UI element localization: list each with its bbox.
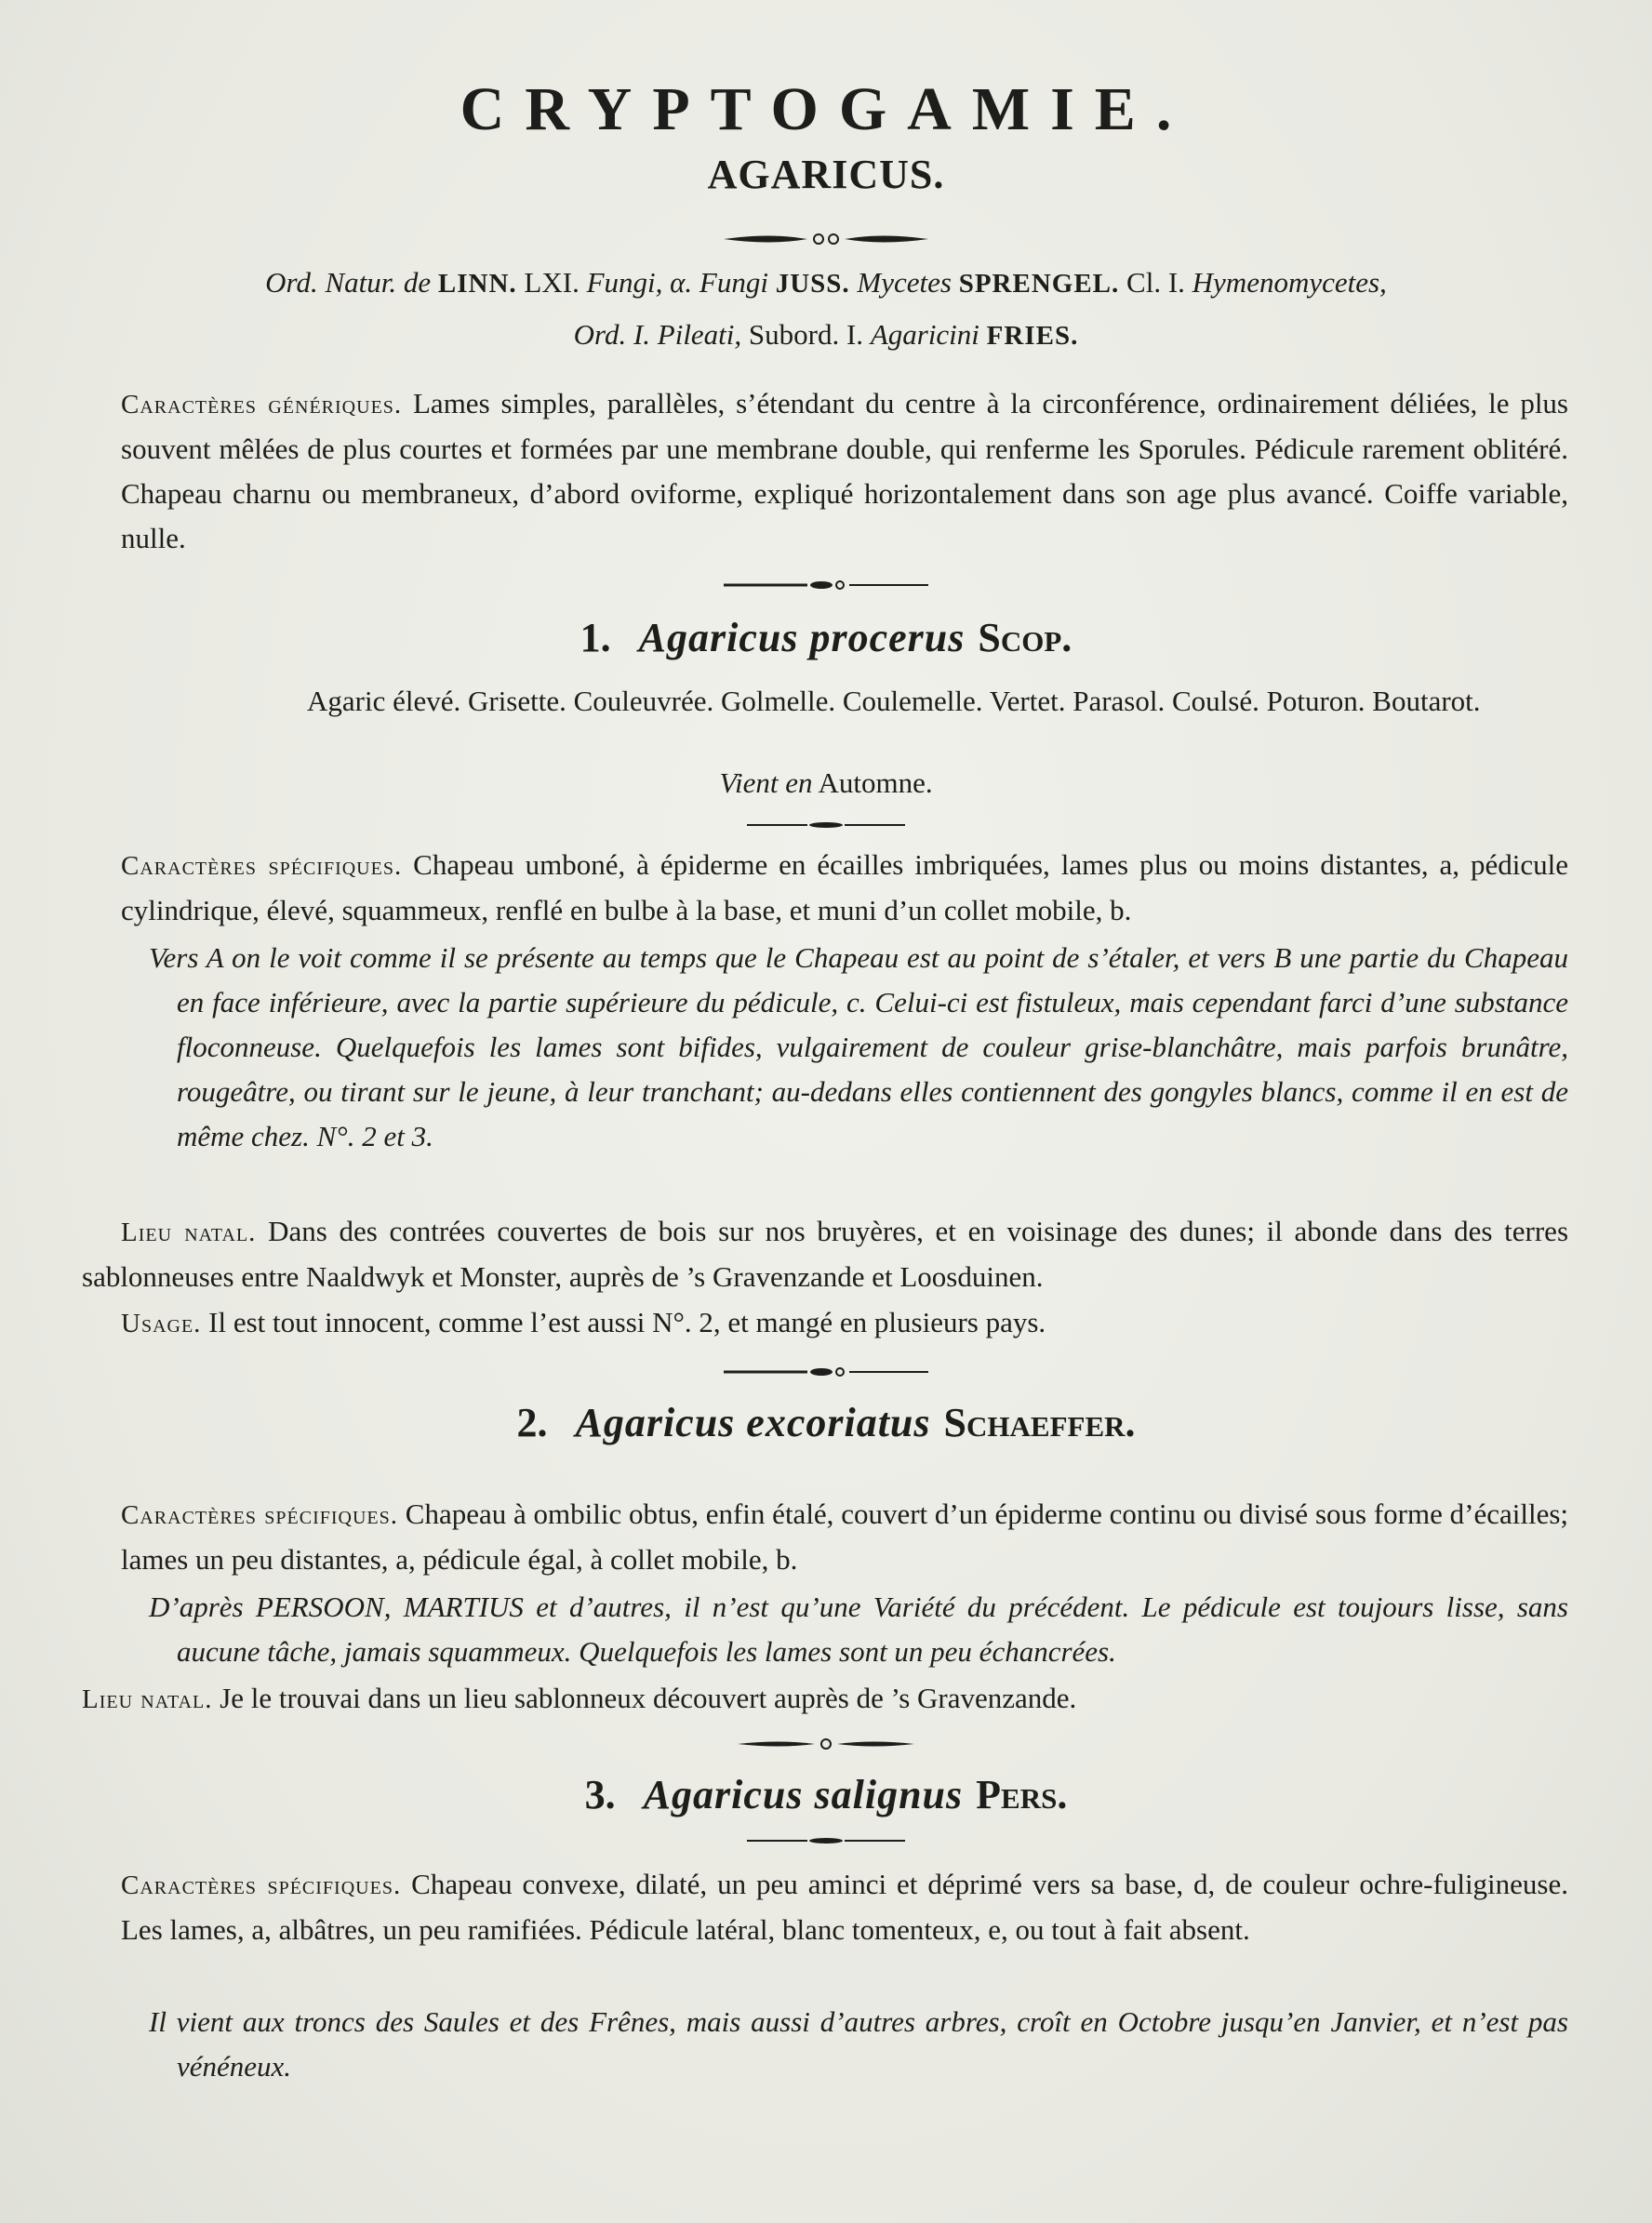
species-note: D’après PERSOON, MARTIUS et d’autres, il n’est qu’une Variété du précédent. Le pédicule est toujours lisse, sans aucune tâche, jamais squammeux. Quelquefois les lames sont un peu échancrées.: [149, 1591, 1568, 1668]
season: Vient en Automne.: [719, 766, 933, 799]
ornament-divider: [0, 1365, 1652, 1383]
ornament-divider: [0, 1737, 1652, 1755]
specific-characters: Caractères spécifiques. Chapeau à ombilic obtus, enfin étalé, couvert d’un épiderme continu ou divisé sous forme d’écailles; lames un peu distantes, a, pédicule égal, à collet mobile, b.: [121, 1498, 1569, 1576]
ornament-divider: [0, 819, 1652, 835]
ornament-divider: [0, 229, 1652, 254]
species-heading: 2. Agaricus excoriatus Schaeffer.: [516, 1400, 1136, 1445]
specific-characters: Caractères spécifiques. Chapeau umboné, à épiderme en écailles imbriquées, lames plus ou moins distantes, a, pédicule cylindrique, élevé, squammeux, renflé en bulbe à la base, et muni d’un collet mobile, b.: [121, 848, 1568, 926]
native-place: Lieu natal. Dans des contrées couvertes de bois sur nos bruyères, et en voisinage des dunes; il abonde dans des terres sablonneuses entre Naaldwyk et Monster, auprès de ’s Gravenzande et Loosduinen.: [82, 1215, 1569, 1293]
species-note: Il vient aux troncs des Saules et des Frênes, mais aussi d’autres arbres, croît en Octobre jusqu’en Janvier, et n’est pas vénéneux.: [149, 2005, 1568, 2083]
genus-title: AGARICUS.: [707, 152, 945, 197]
classification-line-2: Ord. I. Pileati, Subord. I. Agaricini FRIES.: [573, 318, 1079, 351]
generic-characters: [121, 381, 1568, 561]
ornament-divider: [0, 1834, 1652, 1851]
page-title: CRYPTOGAMIE.: [460, 75, 1192, 143]
species-heading: 1. Agaricus procerus Scop.: [580, 615, 1072, 660]
specific-characters: Caractères spécifiques. Chapeau convexe, dilaté, un peu aminci et déprimé vers sa base, d, de couleur ochre-fuligineuse. Les lames, a, albâtres, un peu ramifiées. Pédicule latéral, blanc tomenteux, e, ou tout à fait absent.: [121, 1868, 1569, 1946]
classification-line-1: Ord. Natur. de LINN. LXI. Fungi, α. Fungi JUSS. Mycetes SPRENGEL. Cl. I. Hymenomycetes,: [265, 266, 1387, 299]
usage: Usage. Il est tout innocent, comme l’est aussi N°. 2, et mangé en plusieurs pays.: [121, 1306, 1046, 1338]
native-place: Lieu natal. Je le trouvai dans un lieu sablonneux découvert auprès de ’s Gravenzande.: [82, 1682, 1077, 1714]
common-names: Agaric élevé. Grisette. Couleuvrée. Golmelle. Coulemelle. Vertet. Parasol. Coulsé. Poturon. Boutarot.: [307, 685, 1481, 717]
ornament-divider: [0, 579, 1652, 596]
species-heading: 3. Agaricus salignus Pers.: [584, 1772, 1068, 1817]
generic-label: Caractères génériques.: [121, 390, 403, 419]
generic-text: Lames simples, parallèles, s’étendant du centre à la circonférence, ordinairement déliées, le plus souvent mêlées de plus courtes et formées par une membrane double, qui renferme les Sporules. Pédicule rarement oblitéré. Chapeau charnu ou membraneux, d’abord oviforme, expliqué horizontalement dans son age plus avancé. Coiffe variable, nulle.: [121, 387, 1568, 554]
species-note: Vers A on le voit comme il se présente au temps que le Chapeau est au point de s’étaler, et vers B une partie du Chapeau en face inférieure, avec la partie supérieure du pédicule, c. Celui-ci est fistuleux, mais cependant farci d’une substance floconneuse. Quelquefois les lames sont bifides, vulgairement de couleur grise-blanchâtre, mais parfois brunâtre, rougeâtre, ou tirant sur le jeune, à leur tranchant; au-dedans elles contiennent des gongyles blancs, comme il en est de même chez. N°. 2 et 3.: [149, 941, 1568, 1152]
